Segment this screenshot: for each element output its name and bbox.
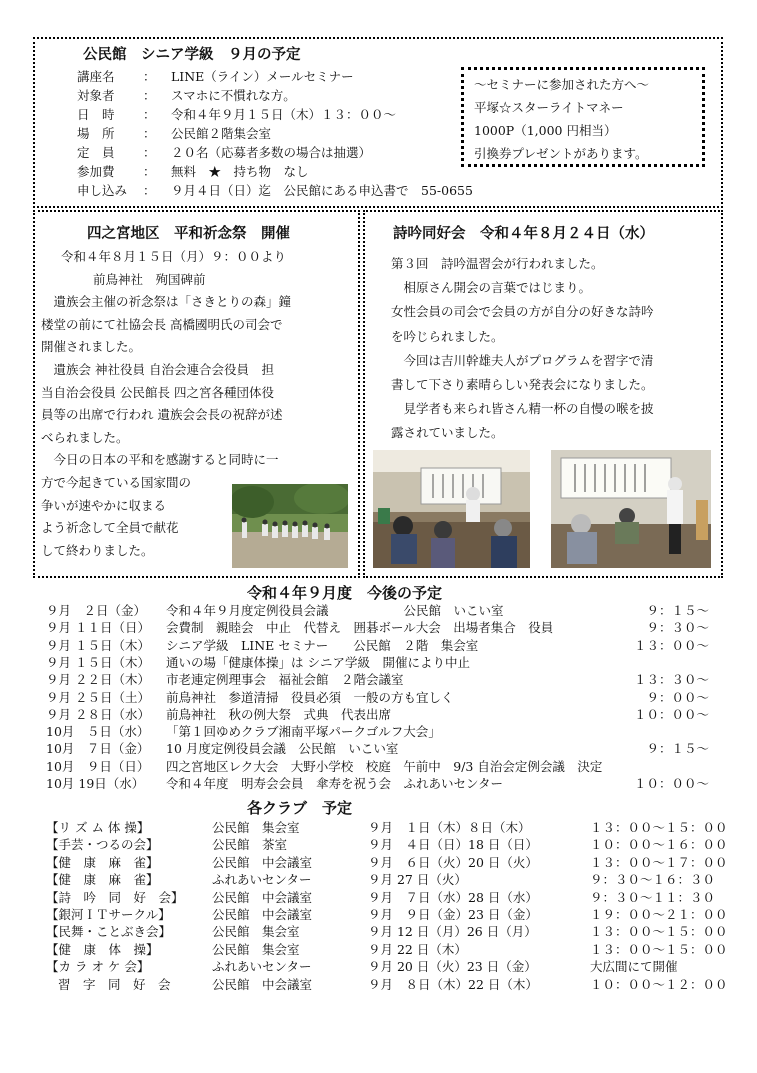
peace-line: して終わりました。 [41, 542, 154, 558]
ceremony-photo-image [232, 484, 348, 568]
seminar-row-label: 日 時 [77, 107, 115, 122]
clubs-title: 各クラブ 予定 [247, 799, 353, 817]
schedule-event: 会費制 親睦会 中止 代替え 囲碁ボール大会 出場者集合 役員 [166, 620, 554, 636]
seminar-row-label: 対象者 [77, 88, 115, 103]
seminar-title: 公民館 シニア学級 ９月の予定 [83, 46, 301, 63]
peace-line: 前鳥神社 殉国碑前 [93, 271, 206, 287]
seminar-row-label: 参加費 [77, 164, 115, 179]
club-place: 公民館 中会議室 [212, 854, 313, 870]
peace-title: 四之宮地区 平和祈念祭 開催 [87, 225, 290, 242]
peace-line: 楼堂の前にて社協会長 高橋國明氏の司会で [41, 316, 283, 332]
seminar-row-value: 令和４年９月１５日（木）１３：００〜 [171, 107, 397, 122]
seminar-row-value: LINE（ライン）メールセミナー [171, 69, 354, 84]
club-name: 【リ ズ ム 体 操】 [46, 820, 150, 835]
schedule-date: 10月 19日（水） [46, 776, 145, 791]
seminar-row-value: スマホに不慣れな方。 [171, 88, 296, 103]
schedule-date: 10月 ７日（金） [46, 741, 150, 757]
peace-line: べられました。 [41, 429, 129, 445]
schedule-time: ９：１５〜 [646, 603, 709, 618]
seminar-row-colon: ： [143, 69, 156, 84]
notice-line: 引換券プレゼントがあります。 [474, 146, 648, 161]
ceremony-photo [232, 484, 348, 568]
schedule-event: 市老連定例理事会 福祉会館 ２階会議室 [166, 672, 404, 688]
shigin-line: 見学者も来られ皆さん精一杯の自慢の喉を披 [391, 401, 654, 417]
notice-line: 〜セミナーに参加された方へ〜 [474, 77, 650, 92]
club-place: 公民館 集会室 [212, 820, 300, 835]
schedule-date: ９月 ２５日（土） [46, 689, 150, 705]
club-time: １３：００〜１５：００ [590, 924, 728, 940]
shigin-box [363, 210, 723, 578]
peace-box [33, 210, 360, 578]
club-place: 公民館 中会議室 [212, 889, 313, 905]
schedule-time: ９：３０〜 [646, 620, 709, 636]
club-time: 大広間にて開催 [590, 959, 678, 975]
club-place: 公民館 集会室 [212, 941, 300, 957]
schedule-event: 四之宮地区レク大会 大野小学校 校庭 午前中 9/3 自治会定例会議 決定 [166, 758, 603, 774]
seminar-row-colon: ： [143, 126, 156, 141]
peace-line: 遺族会主催の祈念祭は「さきとりの森」鐘 [41, 294, 292, 310]
schedule-date: ９月 １５日（木） [46, 637, 150, 653]
club-dates: ９月 ７日（水）28 日（水） [368, 889, 538, 905]
peace-line: 遺族会 神社役員 自治会連合会役員 担 [41, 361, 274, 377]
seminar-row-colon: ： [143, 164, 156, 179]
club-time: １３：００〜１７：００ [590, 854, 728, 870]
schedule-event: 通いの場「健康体操」は シニア学級 開催により中止 [166, 654, 470, 670]
shigin-line: 露されていました。 [391, 425, 504, 441]
club-place: ふれあいセンター [212, 872, 312, 888]
notice-line: 平塚☆スターライトマネー [474, 100, 624, 115]
seminar-row-label: 定 員 [77, 145, 115, 160]
schedule-event: 前鳥神社 秋の例大祭 式典 代表出席 [166, 706, 392, 722]
seminar-row-label: 申し込み [77, 183, 128, 198]
seminar-row-label: 場 所 [77, 126, 115, 141]
club-dates: ９月 12 日（月）26 日（月） [368, 924, 537, 940]
club-time: ９：３０〜１６：３０ [590, 872, 716, 888]
seminar-row-value: 公民館２階集会室 [171, 126, 272, 141]
club-name: 【健 康 体 操】 [46, 941, 159, 957]
peace-line: よう祈念して全員で献花 [41, 520, 179, 536]
club-time: １０：００〜１２：００ [590, 976, 728, 992]
schedule-event: 令和４年９月度定例役員会議 公民館 いこい室 [166, 603, 504, 618]
seminar-notice-box [461, 67, 705, 167]
club-place: 公民館 集会室 [212, 924, 300, 940]
club-name: 【銀河ＩＴサークル】 [46, 907, 171, 922]
club-name: 【手芸・つるの会】 [46, 837, 159, 853]
peace-line: 争いが速やかに収まる [41, 497, 167, 513]
schedule-title: 令和４年９月度 今後の予定 [247, 584, 443, 602]
shigin-line: 書して下さり素晴らしい発表会になりました。 [391, 377, 654, 393]
club-dates: ９月 20 日（火）23 日（金） [368, 959, 537, 975]
club-dates: ９月 １日（木）８日（木） [368, 820, 531, 835]
shigin-line: 今回は吉川幹雄夫人がプログラムを習字で清 [391, 352, 654, 368]
shigin-title: 詩吟同好会 令和４年８月２４日（水） [393, 225, 654, 242]
peace-line: 今日の日本の平和を感謝すると同時に一 [41, 452, 279, 468]
schedule-event: シニア学級 LINE セミナー 公民館 ２階 集会室 [166, 637, 479, 653]
club-name: 習 字 同 好 会 [58, 976, 171, 992]
schedule-date: 10月 ９日（日） [46, 758, 150, 774]
notice-line: 1000P（1,000 円相当） [474, 123, 617, 138]
schedule-time: ９：１５〜 [646, 741, 709, 757]
club-dates: ９月 ４日（日）18 日（日） [368, 837, 538, 853]
club-name: 【健 康 麻 雀】 [46, 872, 159, 888]
club-name: 【カ ラ オ ケ 会】 [46, 959, 150, 975]
club-dates: ９月 ９日（金）23 日（金） [368, 907, 538, 922]
seminar-row-colon: ： [143, 88, 156, 103]
schedule-date: ９月 ２２日（木） [46, 672, 150, 688]
seminar-row-label: 講座名 [77, 69, 115, 84]
peace-line: 員等の出席で行われ 遺族会会長の祝辞が述 [41, 407, 283, 423]
club-time: １３：００〜１５：００ [590, 820, 728, 835]
schedule-date: ９月 ２日（金） [46, 603, 147, 618]
schedule-time: １０：００〜 [633, 776, 709, 791]
seminar-row-colon: ： [143, 107, 156, 122]
schedule-time: ９：００〜 [646, 689, 709, 705]
seminar-row-value: 無料 ★ 持ち物 なし [171, 164, 309, 179]
club-name: 【詩 吟 同 好 会】 [46, 889, 184, 905]
shigin-photo-left-image [373, 450, 530, 568]
club-place: 公民館 茶室 [212, 837, 288, 853]
schedule-date: ９月 １５日（木） [46, 654, 150, 670]
peace-line: 令和４年８月１５日（月）９：００より [61, 249, 287, 264]
schedule-event: 「第１回ゆめクラブ湘南平塚パークゴルフ大会」 [166, 724, 441, 740]
peace-line: 方で今起きている国家間の [41, 474, 192, 490]
shigin-photo-right-image [551, 450, 711, 568]
schedule-event: 令和４年度 明寿会会員 傘寿を祝う会 ふれあいセンター [166, 776, 504, 791]
club-name: 【民舞・ことぶき会】 [46, 924, 172, 940]
shigin-photo-left [373, 450, 530, 568]
seminar-row-value: ２０名（応募者多数の場合は抽選） [171, 145, 372, 160]
schedule-date: ９月 １１日（日） [46, 620, 150, 636]
schedule-time: １０：００〜 [633, 706, 709, 722]
club-dates: ９月 ８日（木）22 日（木） [368, 976, 538, 992]
club-dates: ９月 27 日（火） [368, 872, 467, 888]
club-dates: ９月 ６日（火）20 日（火） [368, 854, 538, 870]
shigin-article [391, 252, 654, 446]
peace-line: 開催されました。 [41, 339, 142, 355]
club-time: ９：３０〜１１：３０ [590, 889, 716, 905]
schedule-event: 前鳥神社 参道清掃 役員必須 一般の方も宜しく [166, 689, 454, 705]
club-time: １９：００〜２１：００ [590, 907, 728, 922]
club-name: 【健 康 麻 雀】 [46, 854, 159, 870]
peace-line: 当自治会役員 公民館長 四之宮各種団体役 [41, 384, 274, 400]
shigin-line: を吟じられました。 [391, 328, 504, 344]
schedule-date: 10月 ５日（水） [46, 724, 150, 740]
schedule-time: １３：３０〜 [633, 672, 709, 688]
schedule-time: １３：００〜 [633, 637, 709, 653]
club-place: 公民館 中会議室 [212, 976, 313, 992]
schedule-date: ９月 ２８日（水） [46, 706, 150, 722]
club-place: ふれあいセンター [212, 959, 312, 975]
club-place: 公民館 中会議室 [212, 907, 313, 922]
shigin-line: 女性会員の司会で会員の方が自分の好きな詩吟 [391, 304, 654, 320]
shigin-line: 第３回 詩吟温習会が行われました。 [391, 256, 604, 271]
seminar-row-colon: ： [143, 183, 156, 198]
seminar-row-value: ９月４日（日）迄 公民館にある申込書で 55-0655 [171, 183, 473, 198]
seminar-box [33, 37, 723, 208]
shigin-line: 相原さん開会の言葉ではじまり。 [391, 280, 592, 296]
club-time: １０：００〜１６：００ [590, 837, 728, 853]
club-dates: ９月 22 日（木） [368, 941, 467, 957]
shigin-photo-right [551, 450, 711, 568]
schedule-event: 10 月度定例役員会議 公民館 いこい室 [166, 741, 399, 757]
seminar-row-colon: ： [143, 145, 156, 160]
club-time: １３：００〜１５：００ [590, 941, 728, 957]
